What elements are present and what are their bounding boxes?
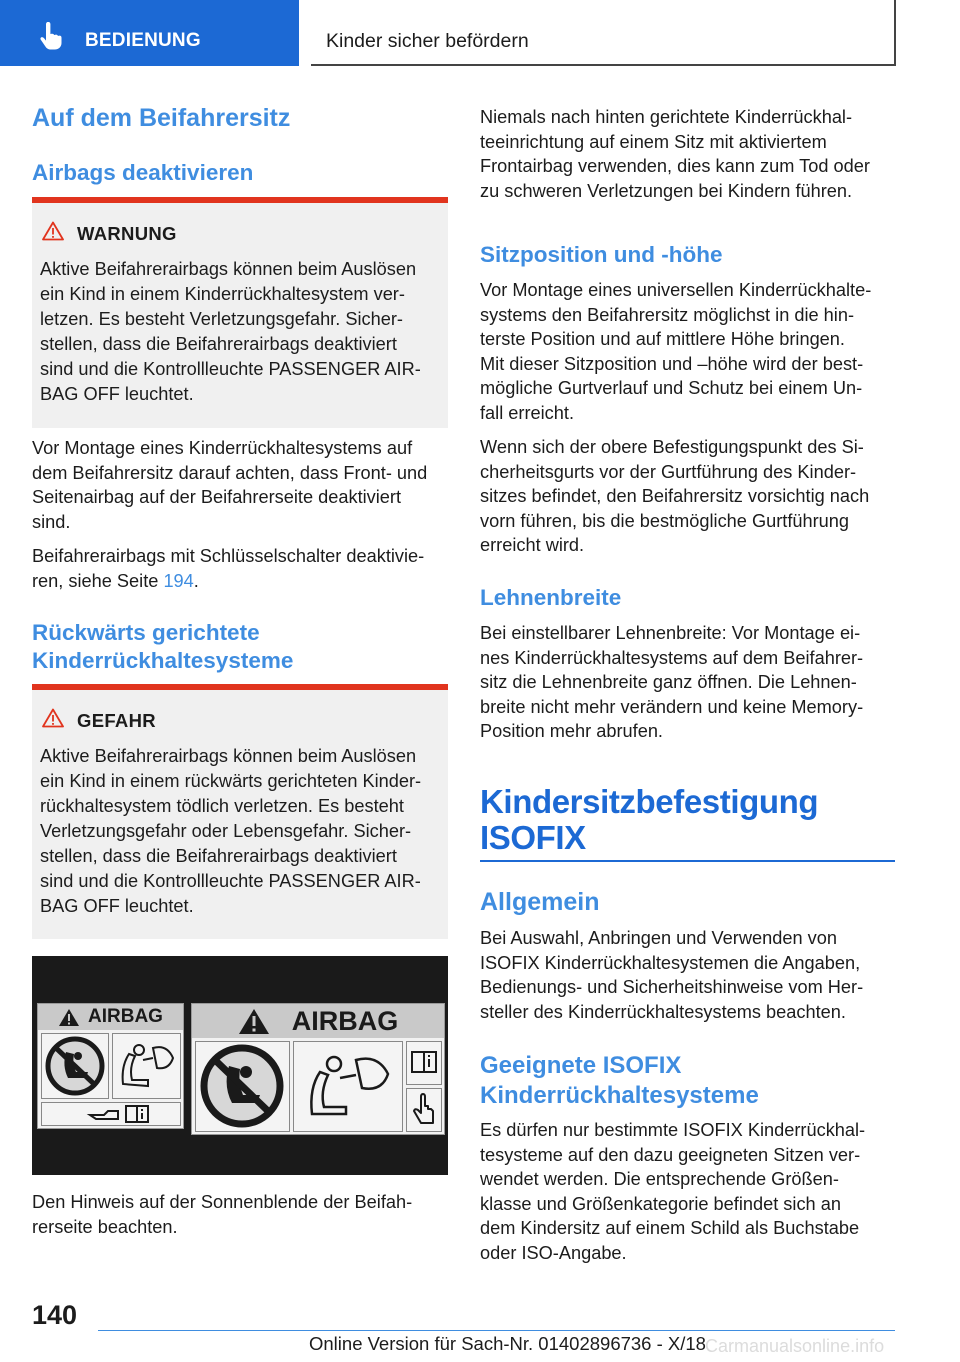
- heading-allgemein: Allgemein: [480, 888, 600, 916]
- airbag-sticker-large-label: AIRBAG: [291, 1005, 399, 1036]
- paragraph-sitzposition-2: Wenn sich der obere Befestigungspunkt des Si- cherheitsgurts vor der Gurtführung des Kinder- sitzes befindet, den Beifahrersitz vorsichtig nach vorn führen, bis die bestmögliche Gurtführung erreicht wird.: [480, 437, 870, 555]
- warning-triangle-icon: [58, 1008, 80, 1027]
- heading-sitzposition: Sitzposition und ‑höhe: [480, 242, 723, 267]
- danger-title: GEFAHR: [77, 710, 156, 731]
- book-icon: [406, 1041, 442, 1085]
- page-link-194[interactable]: 194: [163, 570, 194, 591]
- hand-pointer-icon: [38, 22, 64, 50]
- warning-box: [32, 197, 448, 428]
- airbag-deploy-icon: [293, 1041, 403, 1132]
- warning-text: Aktive Beifahrerairbags können beim Auslösen ein Kind in einem Kinderrückhaltesystem ver- letzen. Es besteht Verletzungsgefahr. Sicher- stellen, dass die Beifahrerairbags deaktiviert sind und die Kontrollleuchte PASSENGER AIR- BAG OFF leuchtet.: [40, 259, 421, 404]
- image-caption: Den Hinweis auf der Sonnenblende der Beifah- rerseite beachten.: [32, 1192, 413, 1237]
- airbag-deploy-icon: [112, 1033, 181, 1099]
- airbag-sticker-small-label: AIRBAG: [88, 1006, 163, 1027]
- online-version-note: Online Version für Sach-Nr. 01402896736 - X/18: [309, 1333, 706, 1354]
- heading-geeignete-isofix: Geeignete ISOFIX Kinderrückhaltesysteme: [480, 1052, 759, 1109]
- chapter-tab-label: BEDIENUNG: [85, 30, 201, 51]
- airbag-label-image: [32, 956, 448, 1175]
- chapter-tab[interactable]: [0, 0, 299, 66]
- page-number: 140: [32, 1300, 78, 1330]
- no-child-seat-icon: [195, 1041, 290, 1132]
- paragraph-allgemein: Bei Auswahl, Anbringen und Verwenden von ISOFIX Kinderrückhaltesystemen die Angaben, Bedienungs- und Sicherheitshinweise vom Her- steller des Kinderrückhaltesystems beachten.: [480, 928, 864, 1022]
- airbag-sticker-large: [191, 1003, 445, 1135]
- heading-lehnenbreite: Lehnenbreite: [480, 585, 622, 610]
- hand-touch-icon: [406, 1088, 442, 1132]
- paragraph-geeignete-isofix: Es dürfen nur bestimmte ISOFIX Kinderrückhal- tesysteme auf den dazu geeigneten Sitzen ver- wendet werden. Die entsprechende Größen- klasse und Größenkategorie befindet sich an dem Kindersitz auf einem Schild als Buchstabe oder ISO-Angabe.: [480, 1120, 866, 1263]
- warning-triangle-icon: [238, 1008, 270, 1035]
- heading-kindersitzbefestigung: Kindersitzbefestigung ISOFIX: [480, 783, 819, 856]
- paragraph-niemals: Niemals nach hinten gerichtete Kinderrückhal- teeinrichtung auf einem Sitz mit aktiviertem Frontairbag verwenden, dies kann zum Tod oder zu schweren Verletzungen bei Kindern führen.: [480, 107, 870, 201]
- paragraph-schluesselschalter: Beifahrerairbags mit Schlüsselschalter deaktivie- ren, siehe Seite 194.: [32, 546, 425, 591]
- watermark: Carmanualsonline.info: [705, 1336, 885, 1356]
- section-title: Kinder sicher befördern: [326, 30, 529, 52]
- footer-rule: [98, 1330, 895, 1331]
- warning-triangle-icon: [42, 221, 64, 241]
- danger-box: [32, 684, 448, 939]
- airbag-sticker-small: [37, 1003, 184, 1129]
- paragraph-montage: Vor Montage eines Kinderrückhaltesystems auf dem Beifahrersitz darauf achten, dass Front- und Seitenairbag auf der Beifahrerseite deaktiviert sind.: [32, 438, 428, 532]
- read-manual-icons: [41, 1102, 181, 1126]
- paragraph-lehnenbreite: Bei einstellbarer Lehnenbreite: Vor Montage ei- nes Kinderrückhaltesystems auf dem Beifahrer- sitz die Lehnenbreite ganz öffnen. Die Lehnen- breite nicht mehr verändern und keine Memory- Position mehr abrufen.: [480, 623, 864, 741]
- no-child-seat-icon: [41, 1033, 109, 1099]
- danger-text: Aktive Beifahrerairbags können beim Auslösen ein Kind in einem rückwärts gerichteten Kinder- rückhaltesystem tödlich verletzen. Es besteht Verletzungsgefahr oder Lebensgefahr. Sicher- stellen, dass die Beifahrerairbags deaktiviert sind und die Kontrollleuchte PASSENGER AIR- BAG OFF leuchtet.: [40, 746, 422, 916]
- warning-title: WARNUNG: [77, 223, 177, 244]
- heading-rueckwaerts: Rückwärts gerichtete Kinderrückhaltesysteme: [32, 620, 294, 673]
- paragraph-sitzposition-1: Vor Montage eines universellen Kinderrückhalte- systems den Beifahrersitz möglichst in die hin- terste Position und auf mittlere Höhe bringen. Mit dieser Sitzposition und –höhe wird der best- mögliche Gurtverlauf und Schutz bei einem Un- fall erreicht.: [480, 280, 872, 423]
- heading-underline: [480, 860, 895, 862]
- heading-airbags-deaktivieren: Airbags deaktivieren: [32, 160, 254, 185]
- danger-triangle-icon: [42, 708, 64, 728]
- heading-beifahrersitz: Auf dem Beifahrersitz: [32, 104, 291, 132]
